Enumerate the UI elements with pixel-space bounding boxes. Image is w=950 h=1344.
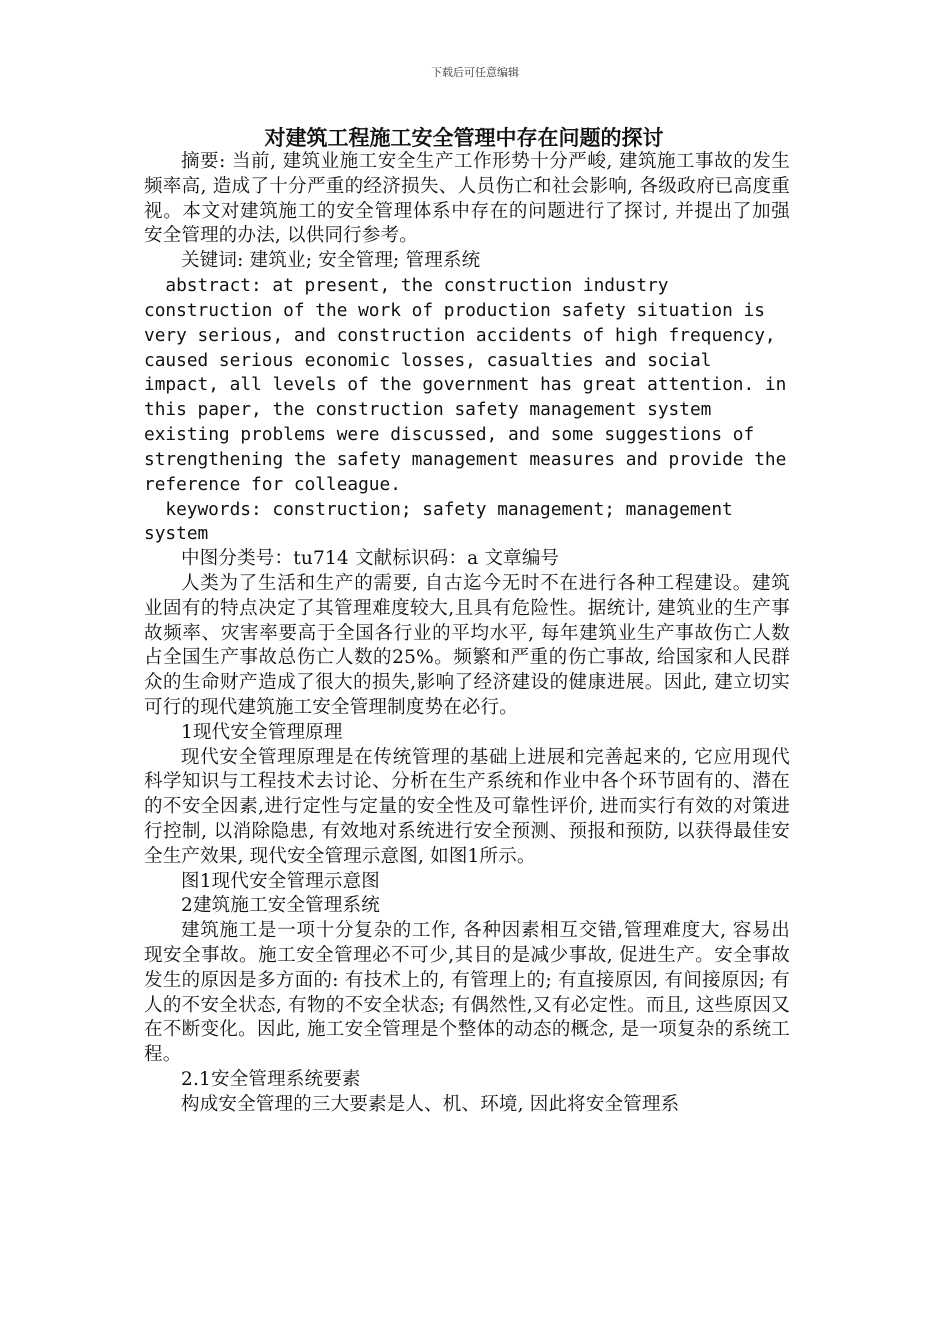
abstract-cn: 摘要: 当前, 建筑业施工安全生产工作形势十分严峻, 建筑施工事故的发生频率高, 造成了十分严重的经济损失、人员伤亡和社会影响, 各级政府已高度重视。本文对建筑施工的安全管理体系中存在的问题进行了探讨, 并提出了加强安全管理的办法, 以供同行参考。 <box>144 151 790 247</box>
section2-heading: 2建筑施工安全管理系统 <box>181 895 380 917</box>
classification-line: 中图分类号：tu714 文献标识码：a 文章编号 <box>181 548 560 570</box>
abstract-en: abstract: at present, the construction industry construction of the work of production safety situation is very serious, and construction accidents of high frequency, caused serious economic losses, casualties and social impact, all levels of the government has great attention. in this paper, the construction safety management system existing problems were discussed, and some suggestions of strengthening the safety management measures and provide the reference for colleague. <box>144 274 787 495</box>
section2-paragraph: 建筑施工是一项十分复杂的工作, 各种因素相互交错,管理难度大, 容易出现安全事故。施工安全管理必不可少,其目的是减少事故, 促进生产。安全事故发生的原因是多方面的: 有技术上的, 有管理上的; 有直接原因, 有间接原因; 有人的不安全状态, 有物的不安全状态; 有偶然性,又有必定性。而且, 这些原因又在不断变化。因此, 施工安全管理是个整体的动态的概念, 是一项复杂的系统工程。 <box>144 920 790 1066</box>
keywords-cn: 关键词: 建筑业; 安全管理; 管理系统 <box>181 250 481 272</box>
figure1-caption: 图1现代安全管理示意图 <box>181 870 380 892</box>
page-header-note: 下载后可任意编辑 <box>431 66 519 79</box>
section2-1-heading: 2.1安全管理系统要素 <box>181 1069 361 1090</box>
intro-paragraph: 人类为了生活和生产的需要, 自古迄今无时不在进行各种工程建设。建筑业固有的特点决定了其管理难度较大,且具有危险性。据统计, 建筑业的生产事故频率、灾害率要高于全国各行业的平均水平, 每年建筑业生产事故伤亡人数占全国生产事故总伤亡人数的25%。频繁和严重的伤亡事故, 给国家和人民群众的生命财产造成了很大的损失,影响了经济建设的健康进展。因此, 建立切实可行的现代建筑施工安全管理制度势在必行。 <box>144 573 790 719</box>
document-title: 对建筑工程施工安全管理中存在问题的探讨 <box>264 126 664 150</box>
section1-paragraph: 现代安全管理原理是在传统管理的基础上进展和完善起来的, 它应用现代科学知识与工程技术去讨论、分析在生产系统和作业中各个环节固有的、潜在的不安全因素,进行定性与定量的安全性及可靠性评价, 进而实行有效的对策进行控制, 以消除隐患, 有效地对系统进行安全预测、预报和预防, 以获得最佳安全生产效果, 现代安全管理示意图, 如图1所示。 <box>144 746 790 867</box>
section1-heading: 1现代安全管理原理 <box>181 721 343 743</box>
keywords-en: keywords: construction; safety management; management system <box>144 498 733 545</box>
section2-1-paragraph: 构成安全管理的三大要素是人、机、环境, 因此将安全管理系 <box>181 1093 680 1115</box>
document-body <box>144 150 790 1118</box>
